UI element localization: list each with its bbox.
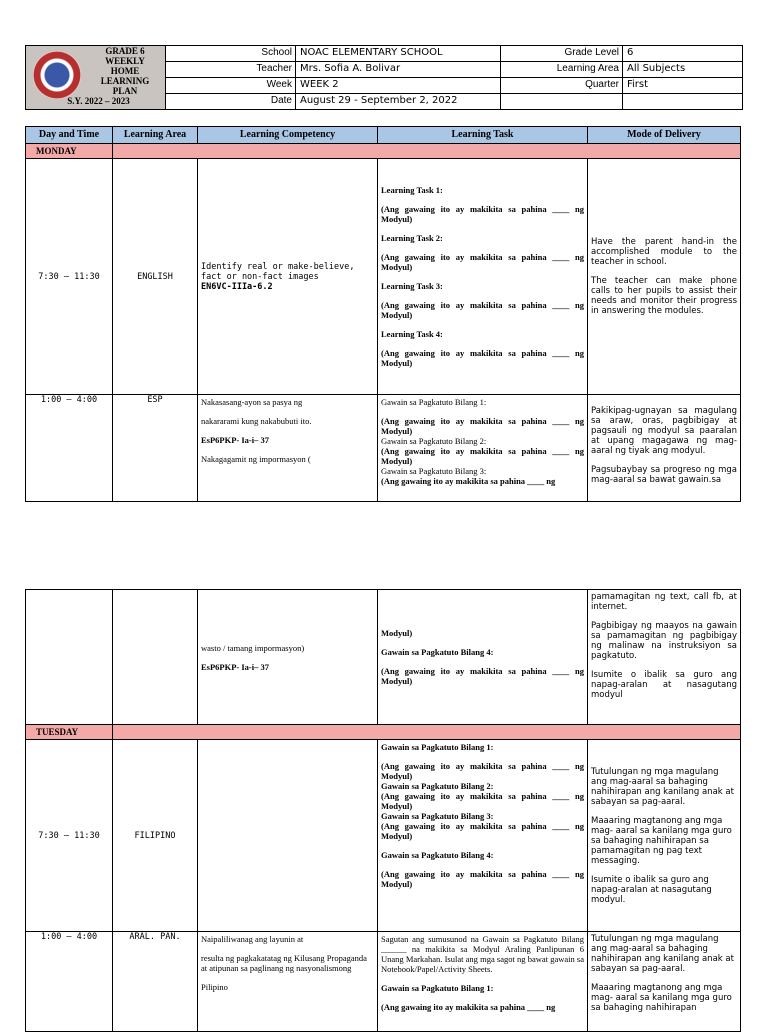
date-label: Date: [166, 94, 296, 110]
delivery-cell: [588, 740, 741, 932]
task-text: (Ang gawaing ito ay makikita sa pahina ____ ng Modyul): [381, 300, 584, 320]
task-text: (Ang gawaing ito ay makikita sa pahina ____ ng Modyul): [381, 821, 584, 841]
task-text: (Ang gawaing ito ay makikita sa pahina ____ ng Modyul): [381, 348, 584, 368]
delivery-text: Tutulungan ng mga magulang ang mag-aaral sa bahaging nahihirapan ang kanilang anak at sabayan sa pag-aaral.: [591, 766, 734, 807]
task-title: Gawain sa Pagkatuto Bilang 2:: [381, 781, 494, 791]
task-text: Sagutan ang sumusunod na Gawain sa Pagkatuto Bilang ______ na makikita sa Modyul Araling Panlipunan 6 Unang Markahan. Isulat ang mga sagot ng bawat gawain sa Notebook/Papel/Activity Sheets.: [381, 934, 584, 974]
task-title: Gawain sa Pagkatuto Bilang 4:: [381, 647, 494, 657]
task-text: (Ang gawaing ito ay makikita sa pahina ____ ng Modyul): [381, 204, 584, 224]
deped-seal-icon: [33, 51, 81, 99]
table-row: [26, 590, 741, 725]
competency-text: wasto / tamang impormasyon): [201, 642, 305, 653]
delivery-cell: [588, 590, 741, 725]
area-cell: ENGLISH: [113, 159, 198, 395]
day-row-monday: [26, 144, 741, 159]
day-label: TUESDAY: [26, 725, 113, 740]
col-learning-task: Learning Task: [378, 127, 588, 144]
date-value: August 29 - September 2, 2022: [296, 94, 501, 110]
teacher-value: Mrs. Sofia A. Bolivar: [296, 62, 501, 78]
task-title: Learning Task 4:: [381, 329, 443, 339]
task-title: Gawain sa Pagkatuto Bilang 1:: [381, 742, 494, 752]
school-label: School: [166, 46, 296, 62]
grade-level-label: Grade Level: [501, 46, 623, 62]
task-text: (Ang gawaing ito ay makikita sa pahina ____ ng Modyul): [381, 666, 584, 686]
task-text: (Ang gawaing ito ay makikita sa pahina ____ ng Modyul): [381, 869, 584, 889]
competency-text: Nakagagamit ng impormasyon (: [201, 454, 311, 464]
table-row: [26, 740, 741, 932]
task-title: Gawain sa Pagkatuto Bilang 1:: [381, 397, 487, 407]
task-title: Learning Task 3:: [381, 281, 443, 291]
task-title: Gawain sa Pagkatuto Bilang 4:: [381, 850, 494, 860]
col-learning-competency: Learning Competency: [198, 127, 378, 144]
competency-code: EN6VC-IIIa-6.2: [201, 281, 273, 292]
table-row: [26, 159, 741, 395]
competency-cell: [198, 590, 378, 725]
delivery-text: Pagbibigay ng maayos na gawain sa pamamagitan ng pagbibigay ng malinaw na instruksiyon sa pagkatuto.: [591, 621, 737, 661]
task-title: Learning Task 1:: [381, 185, 443, 195]
competency-text: Identify real or make-believe, fact or non-fact images: [201, 261, 355, 282]
week-value: WEEK 2: [296, 78, 501, 94]
competency-text: resulta ng pagkakatatag ng Kilusang Propaganda at atipunan sa paglinang ng nasyonalismong: [201, 953, 367, 973]
competency-cell: [198, 932, 378, 1032]
task-title: Learning Task 2:: [381, 233, 443, 243]
task-cell: [378, 932, 588, 1032]
plan-table-page1: [25, 126, 741, 502]
grade-level-value: 6: [623, 46, 743, 62]
task-cell: [378, 590, 588, 725]
task-text: (Ang gawaing ito ay makikita sa pahina ____ ng: [381, 1002, 556, 1012]
col-learning-area: Learning Area: [113, 127, 198, 144]
table-row: [26, 395, 741, 502]
delivery-text: Pagsubaybay sa progreso ng mga mag-aaral sa bawat gawain.sa: [591, 465, 737, 485]
competency-code: EsP6PKP- Ia-i– 37: [201, 661, 269, 672]
area-cell: ESP: [113, 395, 198, 502]
delivery-cell: [588, 395, 741, 502]
teacher-label: Teacher: [166, 62, 296, 78]
empty-label: [501, 94, 623, 110]
empty-value: [623, 94, 743, 110]
competency-text: Pilipino: [201, 982, 228, 992]
school-value: NOAC ELEMENTARY SCHOOL: [296, 46, 501, 62]
task-text: (Ang gawaing ito ay makikita sa pahina ____ ng Modyul): [381, 416, 584, 436]
delivery-text: Pakikipag-ugnayan sa magulang sa araw, oras, pagbibigay at pagsauli ng modyul sa paaralan at upang magagawa ng mag-aaral ng tiyak ang modyul.: [591, 406, 737, 456]
quarter-label: Quarter: [501, 78, 623, 94]
learning-area-value: All Subjects: [623, 62, 743, 78]
task-cell: [378, 740, 588, 932]
task-text: Modyul): [381, 628, 413, 638]
task-cell: [378, 159, 588, 395]
learning-area-label: Learning Area: [501, 62, 623, 78]
competency-text: Nakasasang-ayon sa pasya ng: [201, 397, 303, 407]
plan-title: GRADE 6 WEEKLY HOME LEARNING PLAN: [100, 46, 150, 96]
area-cell: ARAL. PAN.: [113, 932, 198, 1032]
competency-cell: [198, 159, 378, 395]
time-cell: 1:00 – 4:00: [26, 395, 113, 502]
week-label: Week: [166, 78, 296, 94]
col-day-time: Day and Time: [26, 127, 113, 144]
task-text: (Ang gawaing ito ay makikita sa pahina ____ ng Modyul): [381, 446, 584, 466]
task-text: (Ang gawaing ito ay makikita sa pahina ____ ng: [381, 476, 556, 486]
delivery-text: Have the parent hand-in the accomplished module to the teacher in school.: [591, 237, 737, 267]
delivery-cell: [588, 932, 741, 1032]
school-logo-block: [26, 46, 166, 110]
day-label: MONDAY: [26, 144, 113, 159]
delivery-text: Isumite o ibalik sa guro ang napag-aralan at nasagutang modyul: [591, 670, 737, 700]
task-text: (Ang gawaing ito ay makikita sa pahina ____ ng Modyul): [381, 252, 584, 272]
plan-table-page2: [25, 589, 741, 1032]
delivery-text: pamamagitan ng text, call fb, at internet.: [591, 592, 737, 612]
school-year: S.Y. 2022 – 2023: [67, 96, 130, 106]
task-text: (Ang gawaing ito ay makikita sa pahina ____ ng Modyul): [381, 791, 584, 811]
task-cell: [378, 395, 588, 502]
time-cell: 7:30 – 11:30: [26, 159, 113, 395]
time-cell: 7:30 – 11:30: [26, 740, 113, 932]
delivery-cell: [588, 159, 741, 395]
quarter-value: First: [623, 78, 743, 94]
competency-text: nakararami kung nakabubuti ito.: [201, 416, 312, 426]
task-title: Gawain sa Pagkatuto Bilang 3:: [381, 466, 487, 476]
competency-text: Naipaliliwanag ang layunin at: [201, 934, 304, 944]
area-cell: FILIPINO: [113, 740, 198, 932]
delivery-text: Maaaring magtanong ang mga mag- aaral sa kanilang mga guro sa bahaging nahihirapan sa pamamagitan ng pag text messaging.: [591, 815, 732, 866]
competency-cell: [198, 395, 378, 502]
task-title: Gawain sa Pagkatuto Bilang 2:: [381, 436, 487, 446]
task-text: (Ang gawaing ito ay makikita sa pahina ____ ng Modyul): [381, 761, 584, 781]
competency-code: EsP6PKP- Ia-i– 37: [201, 435, 269, 445]
delivery-text: The teacher can make phone calls to her pupils to assist their needs and monitor their progress in answering the modules.: [591, 276, 737, 316]
delivery-text: Isumite o ibalik sa guro ang napag-aralan at nasagutang modyul.: [591, 874, 712, 905]
table-row: [26, 932, 741, 1032]
header-table: [25, 45, 743, 110]
delivery-text: Maaaring magtanong ang mga mag- aaral sa kanilang mga guro sa bahaging nahihirapan: [591, 983, 732, 1013]
task-title: Gawain sa Pagkatuto Bilang 3:: [381, 811, 494, 821]
column-headers: [26, 127, 741, 144]
task-title: Gawain sa Pagkatuto Bilang 1:: [381, 983, 494, 993]
delivery-text: Tutulungan ng mga magulang ang mag-aaral sa bahaging nahihirapan ang kanilang anak at sabayan sa pag-aaral.: [591, 934, 734, 974]
col-mode-of-delivery: Mode of Delivery: [588, 127, 741, 144]
day-row-tuesday: [26, 725, 741, 740]
time-cell: 1:00 – 4:00: [26, 932, 113, 1032]
